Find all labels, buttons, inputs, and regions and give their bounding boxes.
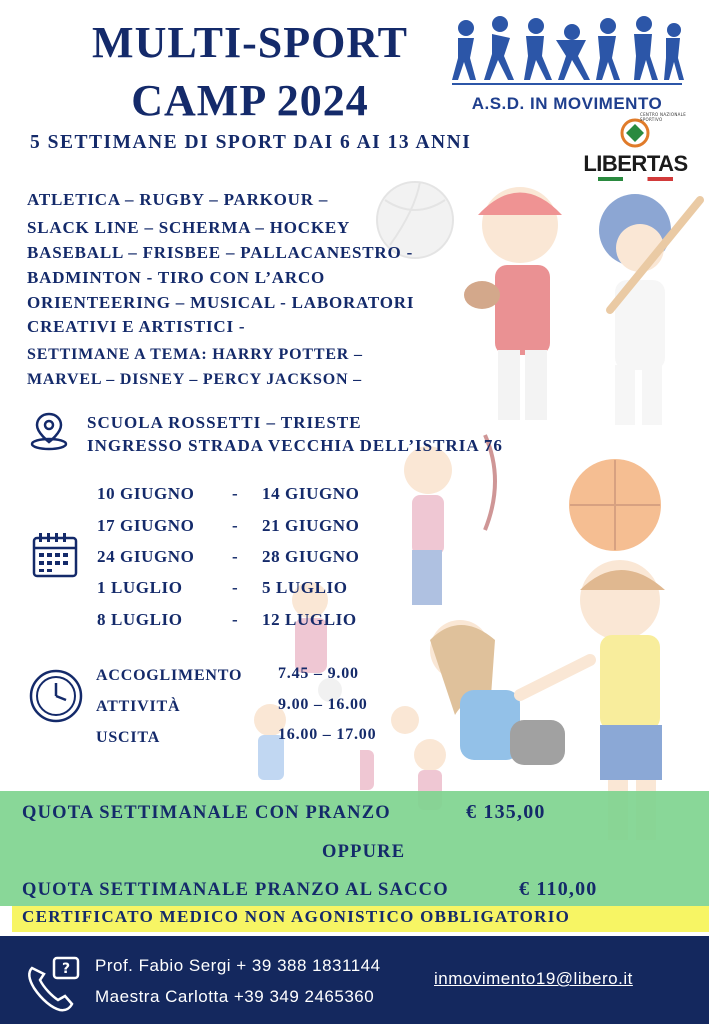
- libertas-logo: [578, 112, 693, 188]
- page-title-line1: MULTI-SPORT: [92, 18, 408, 67]
- kid-baseball-body-icon: [495, 265, 550, 355]
- asd-logo-text: A.S.D. IN MOVIMENTO: [471, 94, 663, 113]
- sports-line: CREATIVI E ARTISTICI -: [27, 317, 246, 336]
- week-end: 28 GIUGNO: [262, 547, 360, 566]
- sports-line: ORIENTEERING – MUSICAL - LABORATORI: [27, 293, 415, 312]
- price-or: OPPURE: [322, 842, 406, 862]
- schedule-label: ACCOGLIMENTO: [96, 667, 243, 684]
- tricolor-bar: [598, 177, 673, 181]
- location-line1: SCUOLA ROSSETTI – TRIESTE: [87, 413, 362, 432]
- contact-maestra-carlotta: Maestra Carlotta +39 349 2465360: [95, 987, 375, 1006]
- schedule-label: USCITA: [96, 729, 161, 746]
- sports-line: BASEBALL – FRISBEE – PALLACANESTRO -: [27, 243, 414, 262]
- price-packed-lunch-label: QUOTA SETTIMANALE PRANZO AL SACCO: [22, 880, 449, 900]
- price-packed-lunch-value: € 110,00: [519, 878, 598, 900]
- page-title-line2: CAMP 2024: [131, 76, 369, 125]
- sports-line: BADMINTON - TIRO CON L’ARCO: [27, 268, 326, 287]
- theme-weeks-line: SETTIMANE A TEMA: HARRY POTTER –: [27, 346, 363, 363]
- week-separator: -: [232, 516, 239, 535]
- libertas-ring-text: CENTRO NAZIONALE SPORTIVO: [640, 112, 687, 122]
- libertas-emblem-icon: [578, 118, 693, 148]
- week-end: 21 GIUGNO: [262, 516, 360, 535]
- week-separator: -: [232, 578, 239, 597]
- location-line2: INGRESSO STRADA VECCHIA DELL’ISTRIA 76: [87, 436, 503, 455]
- sports-line: ATLETICA – RUGBY – PARKOUR –: [27, 190, 329, 209]
- schedule-time: 7.45 – 9.00: [278, 665, 359, 682]
- week-separator: -: [232, 484, 239, 503]
- phone-chat-icon: [24, 956, 84, 1014]
- certificate-text: CERTIFICATO MEDICO NON AGONISTICO OBBLIGATORIO: [22, 907, 571, 926]
- week-end: 5 LUGLIO: [262, 578, 348, 597]
- week-start: 8 LUGLIO: [97, 610, 183, 629]
- week-separator: -: [232, 610, 239, 629]
- small-kid-icon: [414, 739, 446, 771]
- theme-weeks-line: MARVEL – DISNEY – PERCY JACKSON –: [27, 371, 362, 388]
- week-separator: -: [232, 547, 239, 566]
- subtitle: 5 SETTIMANE DI SPORT DAI 6 AI 13 ANNI: [30, 132, 472, 153]
- email-link[interactable]: inmovimento19@libero.it: [434, 969, 633, 988]
- clock-icon: [28, 668, 84, 724]
- week-start: 10 GIUGNO: [97, 484, 195, 503]
- svg-text:?: ?: [61, 961, 71, 977]
- athletes-silhouettes-icon: [448, 10, 686, 88]
- location-pin-icon: [28, 410, 70, 452]
- week-start: 24 GIUGNO: [97, 547, 195, 566]
- libertas-text: LIBERTAS: [583, 151, 688, 176]
- week-start: 17 GIUGNO: [97, 516, 195, 535]
- price-with-lunch-value: € 135,00: [466, 801, 546, 823]
- sports-line: SLACK LINE – SCHERMA – HOCKEY: [27, 218, 351, 237]
- contact-fabio-sergi: Prof. Fabio Sergi + 39 388 1831144: [95, 956, 381, 975]
- schedule-time: 16.00 – 17.00: [278, 726, 377, 743]
- sports-kids-illustration: [360, 170, 709, 870]
- week-end: 12 LUGLIO: [262, 610, 357, 629]
- week-start: 1 LUGLIO: [97, 578, 183, 597]
- calendar-icon: [30, 530, 80, 580]
- week-end: 14 GIUGNO: [262, 484, 360, 503]
- schedule-label: ATTIVITÀ: [96, 698, 181, 715]
- asd-logo: [448, 10, 686, 114]
- price-with-lunch-label: QUOTA SETTIMANALE CON PRANZO: [22, 803, 391, 823]
- schedule-time: 9.00 – 16.00: [278, 696, 368, 713]
